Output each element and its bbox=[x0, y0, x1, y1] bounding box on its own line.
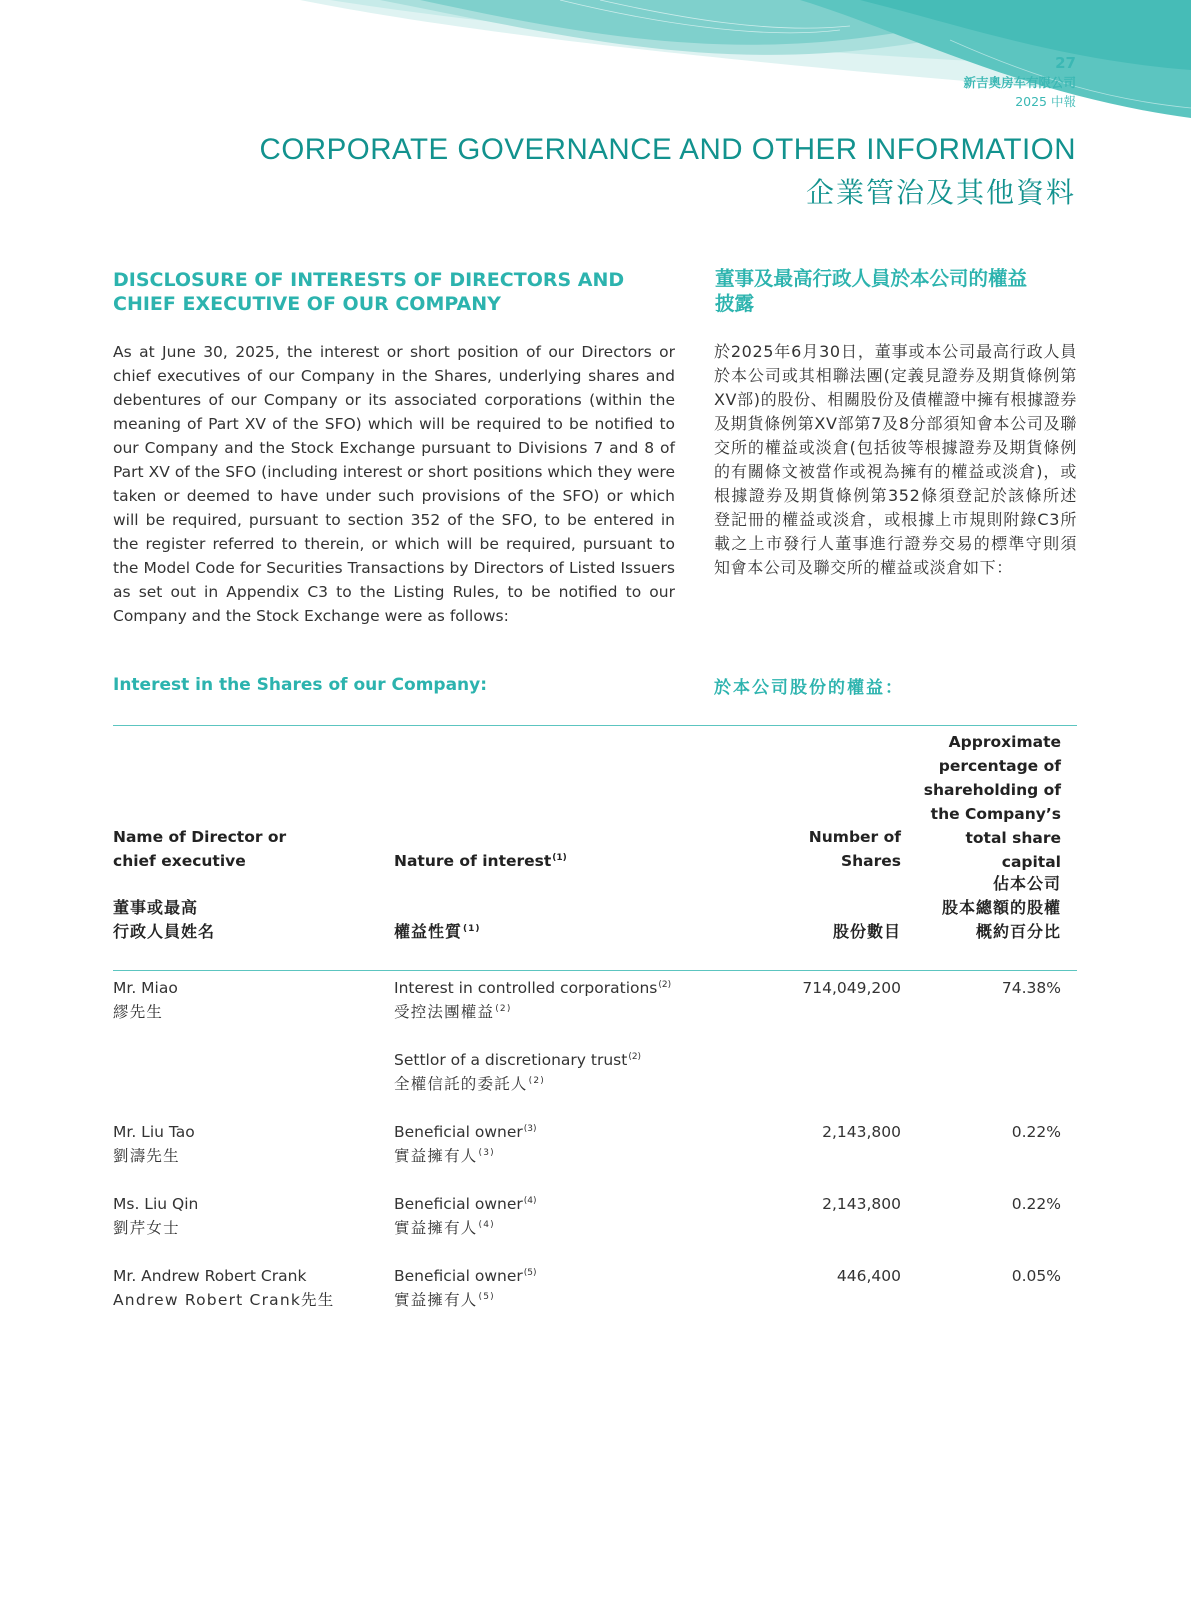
table-row-nature-en: Beneficial owner$^{(5)}$ bbox=[394, 1267, 537, 1285]
header-percentage-en: Approximate percentage of shareholding of the Company’s total share capital bbox=[923, 733, 1061, 871]
table-row-percentage: 0.05% bbox=[1011, 1267, 1061, 1285]
table-row-percentage: 0.22% bbox=[1011, 1123, 1061, 1141]
table-row-name-zh: 劉芹女士 bbox=[113, 1219, 180, 1237]
header-shares-en: Number of Shares bbox=[808, 828, 901, 870]
subheading-en: Interest in the Shares of our Company: bbox=[113, 675, 488, 695]
table-row-percentage: 74.38% bbox=[1001, 979, 1061, 997]
section-heading-zh: 董事及最高行政人員於本公司的權益 披露 bbox=[715, 267, 1028, 315]
section-heading-en: DISCLOSURE OF INTERESTS OF DIRECTORS AND CHIEF EXECUTIVE OF OUR COMPANY bbox=[113, 269, 625, 315]
table-row-shares: 446,400 bbox=[836, 1267, 901, 1285]
header-name-en: Name of Director or chief executive bbox=[113, 828, 287, 870]
table-row-nature-zh: 實益擁有人$^{(4)}$ bbox=[394, 1219, 495, 1237]
report-period: 2025 中報 bbox=[1015, 94, 1076, 109]
header-nature-en: Nature of interest$^{(1)}$ bbox=[394, 852, 567, 870]
header-percentage-zh: 佔本公司 股本總額的股權 概約百分比 bbox=[941, 874, 1061, 941]
table-row-name-zh: Andrew Robert Crank先生 bbox=[113, 1291, 335, 1309]
table-row-nature-en: Interest in controlled corporations$^{(2)}$ bbox=[394, 979, 672, 997]
table-row-nature-zh: 實益擁有人$^{(5)}$ bbox=[394, 1291, 495, 1309]
subheading-zh: 於本公司股份的權益： bbox=[714, 678, 904, 698]
intro-paragraph-en: As at June 30, 2025, the interest or short position of our Directors or chief executives of our Company in the Shares, underlying shares and debentures of our Company or its associated corporations (within the meaning of Part XV of the SFO) which will be required to be notified to our Company and the Stock Exchange pursuant to Divisions 7 and 8 of Part XV of the SFO (including interest or short positions which they were taken or deemed to have under such provisions of the SFO) or which will be required, pursuant to section 352 of the SFO, to be entered in the register referred to therein, or which will be required, pursuant to the Model Code for Securities Transactions by Directors of Listed Issuers as set out in Appendix C3 to the Listing Rules, to be notified to our Company and the Stock Exchange were as follows: bbox=[113, 343, 675, 625]
table-row-shares: 2,143,800 bbox=[822, 1195, 901, 1213]
page-title-en: CORPORATE GOVERNANCE AND OTHER INFORMATION bbox=[259, 133, 1076, 166]
table-row-name-en: Mr. Andrew Robert Crank bbox=[113, 1267, 307, 1285]
table-row-shares: 2,143,800 bbox=[822, 1123, 901, 1141]
table-row-name-en: Mr. Miao bbox=[113, 979, 178, 997]
company-name: 新吉奧房车有限公司 bbox=[963, 75, 1076, 90]
header-name-zh: 董事或最高 行政人員姓名 bbox=[113, 898, 216, 941]
table-row-nature-en: Beneficial owner$^{(3)}$ bbox=[394, 1123, 537, 1141]
table-row-nature-zh: 受控法團權益$^{(2)}$ bbox=[394, 1003, 512, 1021]
table-row-nature2-en: Settlor of a discretionary trust$^{(2)}$ bbox=[394, 1051, 642, 1069]
table-row-name-en: Mr. Liu Tao bbox=[113, 1123, 195, 1141]
header-nature-zh: 權益性質$^{(1)}$ bbox=[394, 922, 481, 941]
intro-paragraph-zh: 於2025年6月30日，董事或本公司最高行政人員於本公司或其相聯法團(定義見證券及期貨條例第XV部)的股份、相關股份及債權證中擁有根據證券及期貨條例第XV部第7及8分部須知會本公司及聯交所的權益或淡倉(包括彼等根據證券及期貨條例的有關條文被當作或視為擁有的權益或淡倉)，或根據證券及期貨條例第352條須登記於該條所述登記冊的權益或淡倉，或根據上市規則附錄C3所載之上市發行人董事進行證券交易的標準守則須知會本公司及聯交所的權益或淡倉如下： bbox=[714, 342, 1077, 577]
header-shares-zh: 股份數目 bbox=[832, 922, 901, 941]
table-row-name-zh: 繆先生 bbox=[113, 1003, 164, 1021]
table-row-nature-zh: 實益擁有人$^{(3)}$ bbox=[394, 1147, 495, 1165]
table-top-rule bbox=[113, 725, 1077, 726]
table-row-name-en: Ms. Liu Qin bbox=[113, 1195, 199, 1213]
header-wave-graphic bbox=[0, 0, 1191, 125]
table-row-nature2-zh: 全權信託的委託人$^{(2)}$ bbox=[394, 1075, 545, 1093]
table-header-rule bbox=[113, 970, 1077, 971]
page-number: 27 bbox=[1055, 54, 1076, 72]
table-row-percentage: 0.22% bbox=[1011, 1195, 1061, 1213]
table-row-name-zh: 劉濤先生 bbox=[113, 1147, 180, 1165]
table-row-shares: 714,049,200 bbox=[802, 979, 901, 997]
table-row-nature-en: Beneficial owner$^{(4)}$ bbox=[394, 1195, 537, 1213]
page-title-zh: 企業管治及其他資料 bbox=[805, 176, 1076, 209]
